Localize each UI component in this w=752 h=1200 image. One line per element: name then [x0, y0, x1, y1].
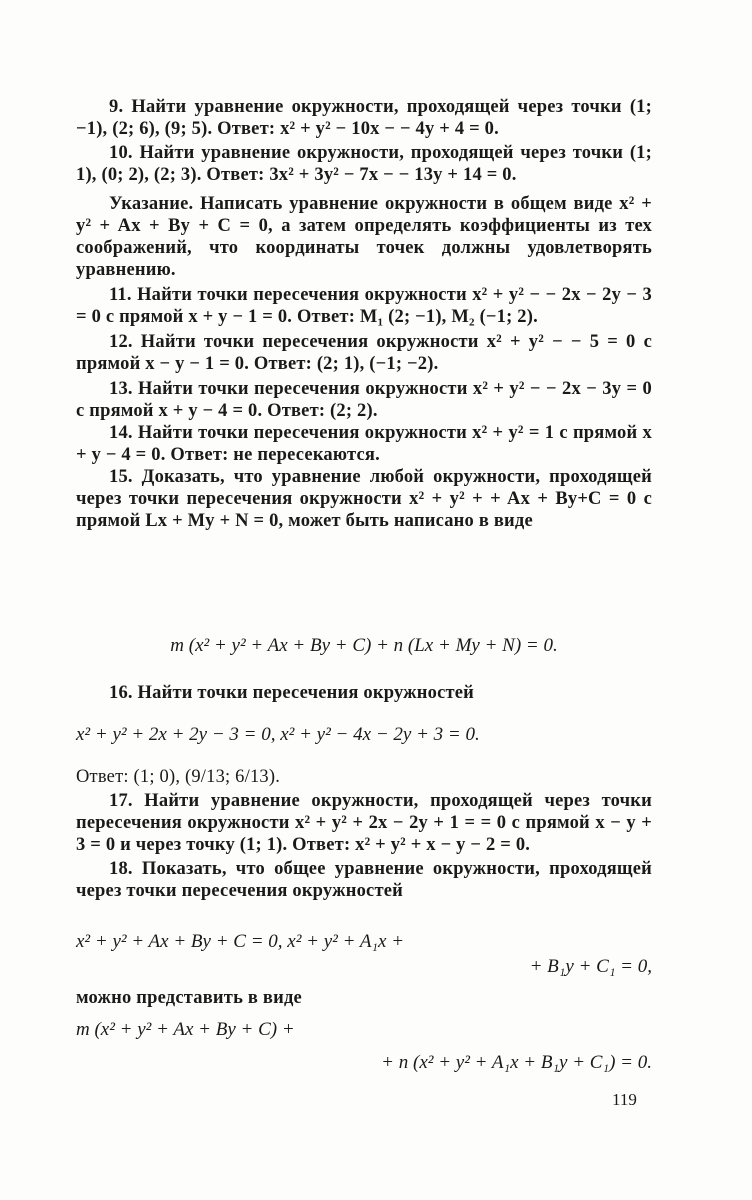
problem-15: 15. Доказать, что уравнение любой окружности, проходящей через точки пересечения окружности x² + y² + + Ax + By+C = 0 с прямой Lx + My + N = 0, может быть написано в виде: [76, 467, 652, 531]
problem-18-continuation: можно представить в виде: [76, 988, 302, 1008]
text-block-18-cont: [76, 987, 652, 1009]
page-number: 119: [612, 1090, 637, 1109]
answer-16: Ответ: (1; 0), (9/13; 6/13).: [76, 767, 281, 787]
problem-9: 9. Найти уравнение окружности, проходящей через точки (1; −1), (2; 6), (9; 5). Ответ: x² + y² − 10x − − 4y + 4 = 0.: [76, 97, 652, 139]
formula-18-line1: x² + y² + Ax + By + C = 0, x² + y² + A₁x +: [76, 931, 405, 952]
text-block-top: [76, 96, 652, 532]
problem-16: 16. Найти точки пересечения окружностей: [109, 683, 475, 703]
formula-18b-line1: m (x² + y² + Ax + By + C) +: [76, 1019, 295, 1040]
problem-12: 12. Найти точки пересечения окружности x² + y² − − 5 = 0 с прямой x − y − 1 = 0. Ответ: (2; 1), (−1; −2).: [76, 332, 652, 374]
formula-15: m (x² + y² + Ax + By + C) + n (Lx + My + N) = 0.: [170, 635, 558, 656]
hint-paragraph: Указание. Написать уравнение окружности в общем виде x² + y² + Ax + By + C = 0, а затем определять коэффициенты из тех соображений, что координаты точек должны удовлетворять уравнению.: [76, 194, 652, 280]
problem-13: 13. Найти точки пересечения окружности x² + y² − − 2x − 3y = 0 с прямой x + y − 4 = 0. Ответ: (2; 2).: [76, 379, 652, 421]
formula-18-line2: + B₁y + C₁ = 0,: [529, 956, 652, 977]
problem-17: 17. Найти уравнение окружности, проходящей через точки пересечения окружности x² + y² + 2x − 2y + 1 = = 0 с прямой x − y + 3 = 0 и через точку (1; 1). Ответ: x² + y² + x − y − 2 = 0.: [76, 791, 652, 855]
text-block-middle: [76, 766, 652, 902]
problem-18: 18. Показать, что общее уравнение окружности, проходящей через точки пересечения окружностей: [76, 859, 652, 901]
problem-14: 14. Найти точки пересечения окружности x² + y² = 1 с прямой x + y − 4 = 0. Ответ: не пересекаются.: [76, 423, 652, 465]
problem-10: 10. Найти уравнение окружности, проходящей через точки (1; 1), (0; 2), (2; 3). Ответ: 3x² + 3y² − 7x − − 13y + 14 = 0.: [76, 143, 652, 185]
problem-11: 11. Найти точки пересечения окружности x² + y² − − 2x − 2y − 3 = 0 с прямой x + y − 1 = 0. Ответ: M₁ (2; −1), M₂ (−1; 2).: [76, 285, 652, 327]
formula-16: x² + y² + 2x + 2y − 3 = 0, x² + y² − 4x − 2y + 3 = 0.: [76, 724, 480, 745]
formula-18b-line2: + n (x² + y² + A₁x + B₁y + C₁) = 0.: [381, 1052, 652, 1073]
text-block-16: [76, 682, 652, 704]
